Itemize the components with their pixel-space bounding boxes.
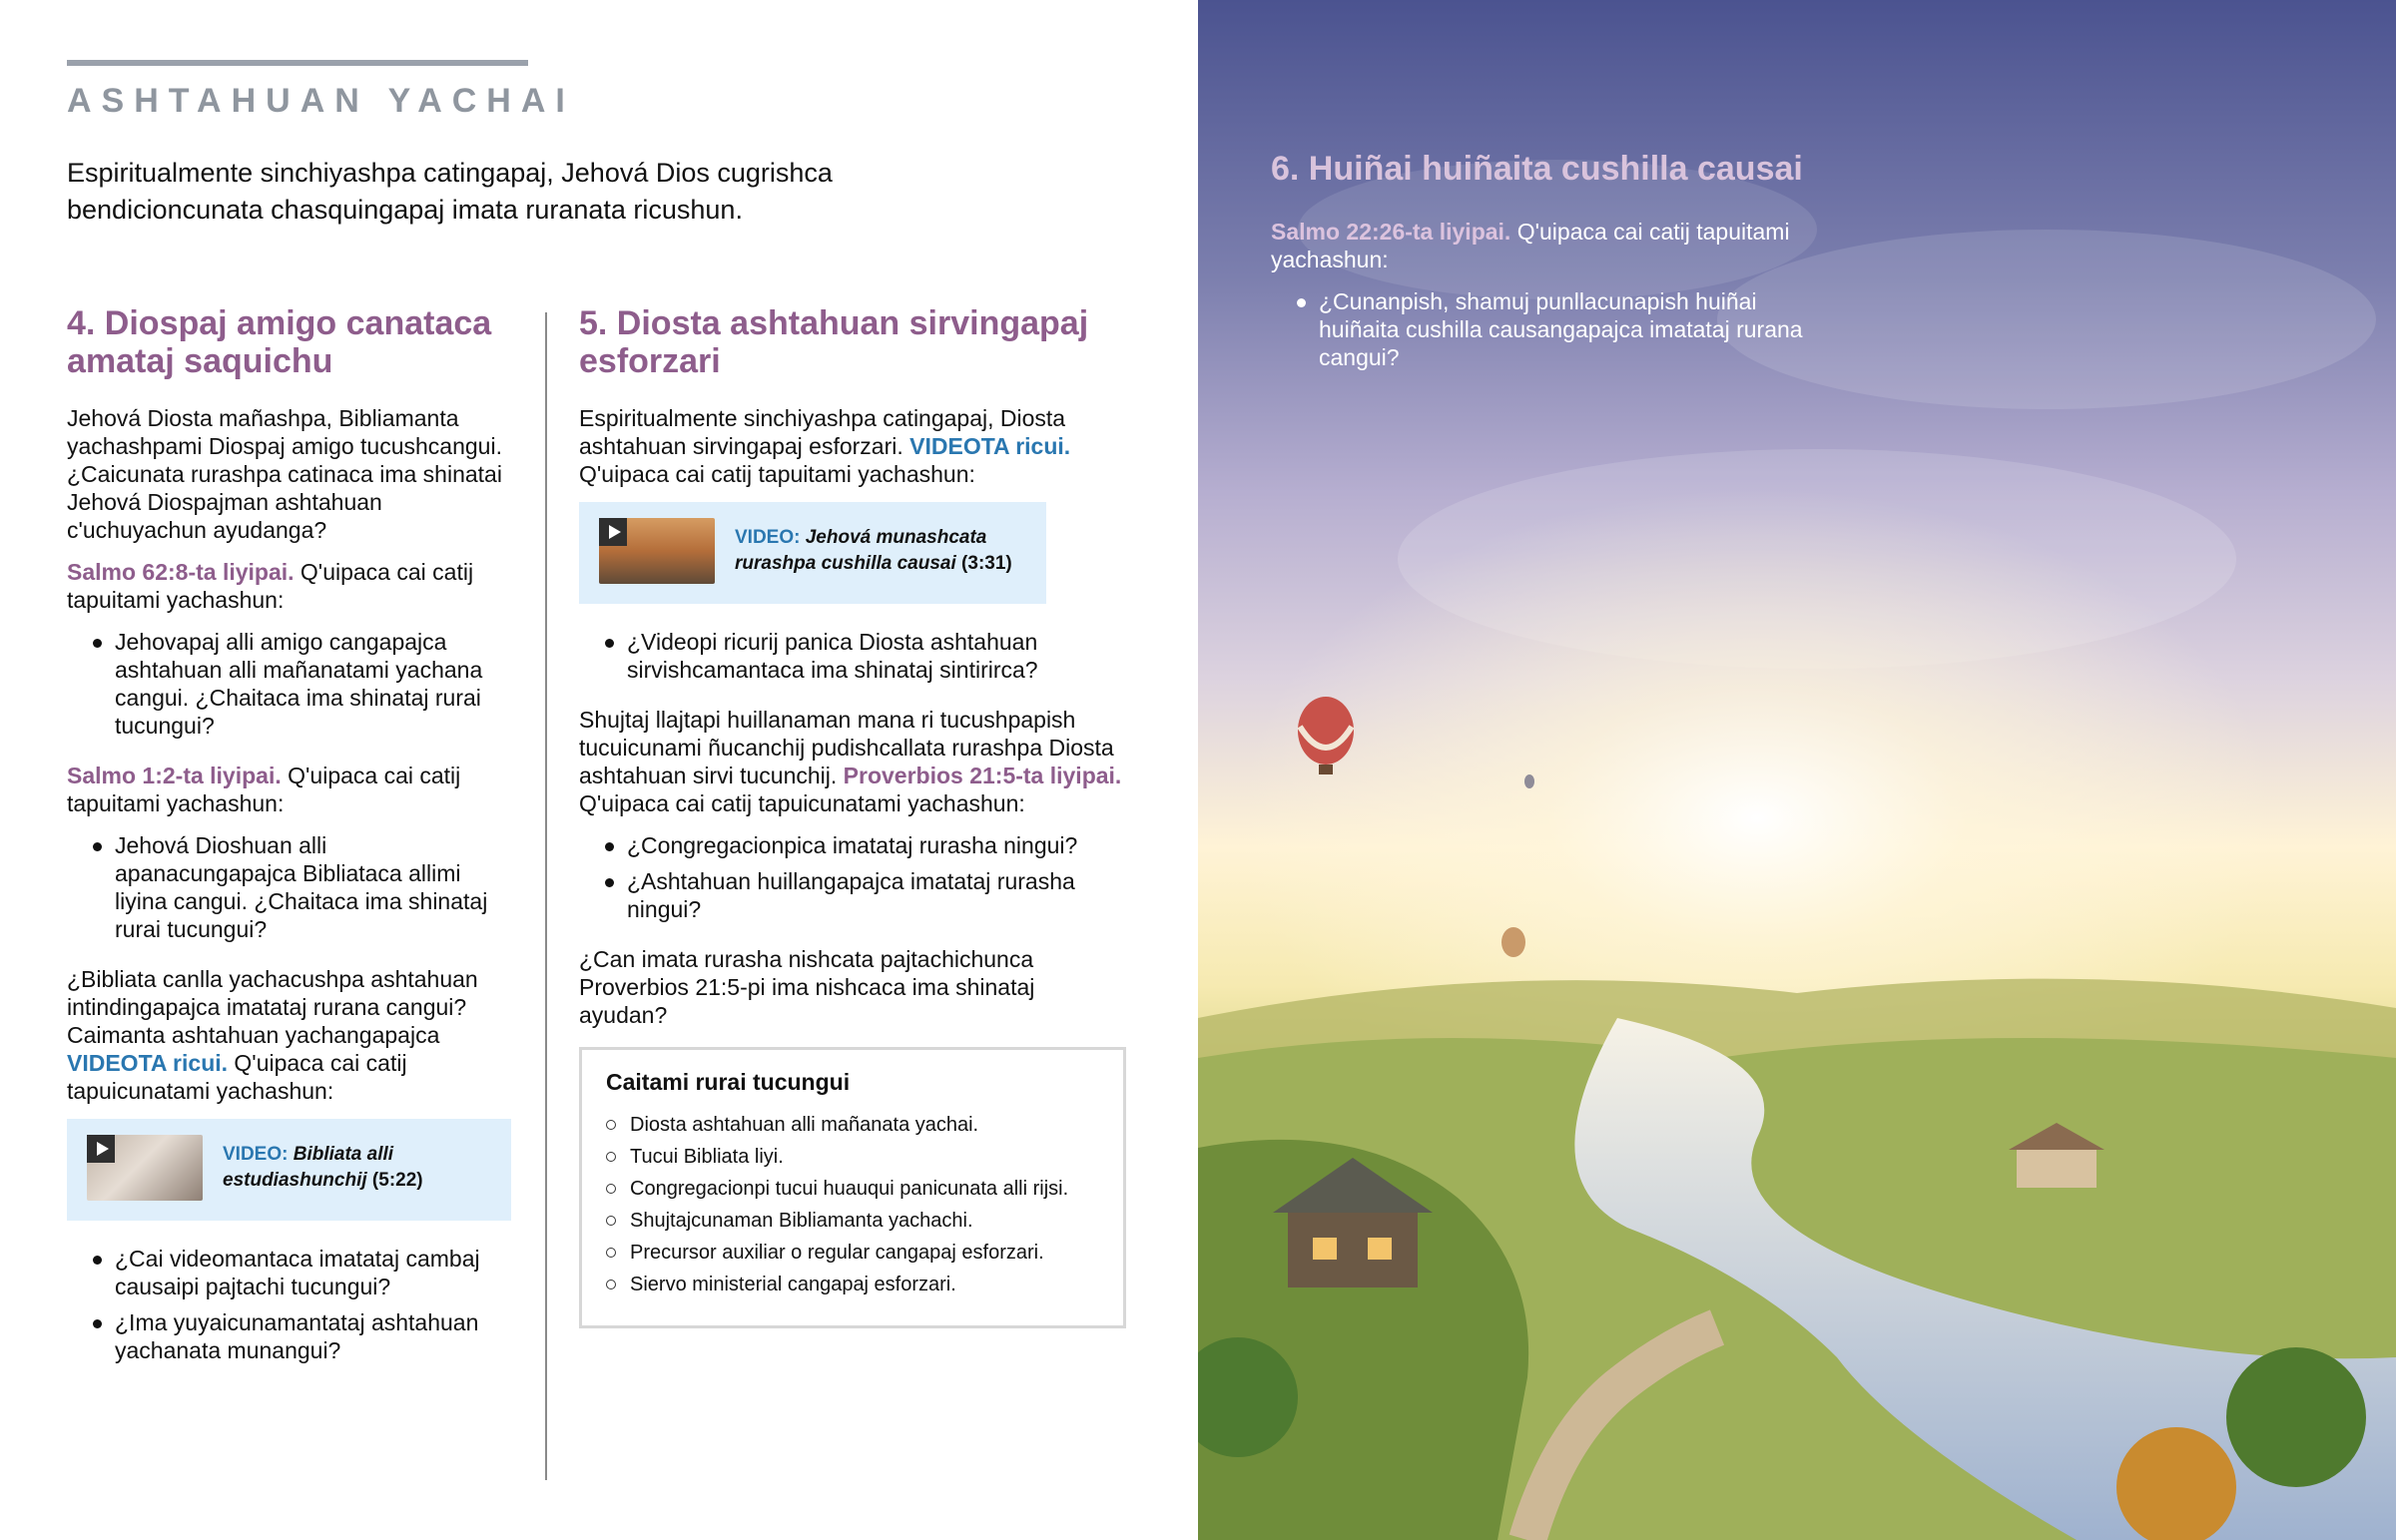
question-item: Jehová Dioshuan alli apanacungapajca Bibliataca allimi liyina cangui. ¿Chaitaca ima shinataj rurai tucungui? [67,831,511,943]
prompt-text: Q'uipaca cai catij tapuitami yachashun: [67,763,461,816]
question-list [1271,287,1830,371]
scripture-prompt [67,558,511,614]
video-prompt [579,404,1126,488]
video-link[interactable]: VIDEOTA ricui. [67,1050,229,1076]
section-kicker: ASHTAHUAN YACHAI [67,82,575,120]
question-item: ¿Ima yuyaicunamantataj ashtahuan yachanata munangui? [67,1308,511,1364]
hot-air-balloon [1501,927,1525,957]
prompt-text: Q'uipaca cai catij tapuitami yachashun: [1271,219,1790,272]
section-6-title: 6. Huiñai huiñaita cushilla causai [1271,150,1803,188]
intro-text: Espiritualmente sinchiyashpa catingapaj, Jehová Dios cugrishca bendicioncunata chasquingapaj imata ruranata ricushun. [67,158,833,225]
video-label: VIDEO: [735,527,801,548]
video-duration: (3:31) [961,553,1012,574]
prompt-text: Q'uipaca cai catij tapuicunatami yachashun: [67,1050,407,1104]
video-title: Bibliata alli estudiashunchij [223,1144,394,1191]
goals-list [606,1112,1099,1297]
section-5-paragraph: ¿Can imata rurasha nishcata pajtachichunca Proverbios 21:5-pi ima nishcaca ima shinataj ayudan? [579,946,1035,1028]
balloon-basket [1319,765,1333,774]
video-thumbnail[interactable] [599,518,715,584]
question-item: Jehovapaj alli amigo cangapajca ashtahuan alli mañanatami yachana cangui. ¿Chaitaca ima shinataj rurai tucungui? [67,628,511,740]
video-card[interactable] [67,1119,511,1221]
goal-item: Precursor auxiliar o regular cangapaj esforzari. [606,1240,1099,1266]
prompt-text: Q'uipaca cai catij tapuitami yachashun: [579,461,975,487]
goal-item: Tucui Bibliata liyi. [606,1144,1099,1170]
goal-item: Diosta ashtahuan alli mañanata yachai. [606,1112,1099,1138]
goals-box [579,1047,1126,1328]
question-item: ¿Cai videomantaca imatataj cambaj causaipi pajtachi tucungui? [67,1245,511,1300]
video-link[interactable]: VIDEOTA ricui. [909,433,1071,459]
prompt-text: Espiritualmente sinchiyashpa catingapaj, Diosta ashtahuan sirvingapaj esforzari. [579,405,1066,459]
section-5-title: 5. Diosta ashtahuan sirvingapaj esforzari [579,304,1089,380]
goal-item: Siervo ministerial cangapaj esforzari. [606,1272,1099,1297]
prompt-text: ¿Bibliata canlla yachacushpa ashtahuan intindingapajca imatataj rurana cangui? Caimanta ashtahuan yachangapajca [67,966,478,1048]
paradise-illustration [1198,0,2396,1540]
hot-air-balloon [1524,774,1534,788]
hot-air-balloon [1298,697,1354,765]
video-label: VIDEO: [223,1144,289,1165]
question-item: ¿Videopi ricurij panica Diosta ashtahuan sirvishcamantaca ima shinataj sintirirca? [579,628,1126,684]
question-list [579,831,1126,923]
question-item: ¿Congregacionpica imatataj rurasha ningui? [579,831,1126,859]
question-item: ¿Cunanpish, shamuj punllacunapish huiñai huiñaita cushilla causangapajca imatataj rurana cangui? [1271,287,1830,371]
video-prompt [67,965,511,1105]
column-section-4 [67,304,511,1386]
cottage-window [1313,1238,1337,1260]
question-item: ¿Ashtahuan huillangapajca imatataj rurasha ningui? [579,867,1126,923]
section-4-title: 4. Diospaj amigo canataca amataj saquichu [67,304,492,380]
play-icon[interactable] [599,518,627,546]
column-section-5 [579,304,1126,1328]
prompt-text: Shujtaj llajtapi huillanaman mana ri tucushpapish tucuicunami ñucanchij pudishcallata rurashpa Diosta ashtahuan sirvi tucunchij. [579,707,1114,788]
video-duration: (5:22) [371,1170,423,1191]
header-rule [67,60,528,66]
video-title: Jehová munashcata rurashpa cushilla causai [735,527,987,574]
video-card[interactable] [579,502,1046,604]
question-list [579,628,1126,684]
goals-box-title: Caitami rurai tucungui [606,1069,851,1095]
cottage [1288,1208,1418,1287]
goal-item: Shujtajcunaman Bibliamanta yachachi. [606,1208,1099,1234]
goal-item: Congregacionpi tucui huauqui panicunata alli rijsi. [606,1176,1099,1202]
tree [2226,1347,2366,1487]
scripture-prompt [1271,218,1830,273]
scripture-reference[interactable]: Salmo 1:2-ta liyipai. [67,763,282,788]
video-thumbnail[interactable] [87,1135,203,1201]
prompt-text: Q'uipaca cai catij tapuicunatami yachashun: [579,790,1025,816]
scripture-prompt [579,706,1126,817]
video-caption [223,1142,491,1194]
scripture-reference[interactable]: Salmo 62:8-ta liyipai. [67,559,295,585]
cottage-window [1368,1238,1392,1260]
video-caption [735,525,1026,577]
section-4-paragraph: Jehová Diosta mañashpa, Bibliamanta yachashpami Diospaj amigo tucushcangui. ¿Caicunata rurashpa catinaca ima shinatai Jehová Diospajman ashtahuan c'uchuyachun ayudanga? [67,405,502,543]
prompt-text: Q'uipaca cai catij tapuitami yachashun: [67,559,474,613]
question-list [67,831,511,943]
question-list [67,1245,511,1364]
scripture-reference[interactable]: Proverbios 21:5-ta liyipai. [843,763,1122,788]
scripture-reference[interactable]: Salmo 22:26-ta liyipai. [1271,219,1511,245]
question-list [67,628,511,740]
scripture-prompt [67,762,511,817]
column-divider [545,312,547,1480]
distant-house [2017,1148,2096,1188]
play-icon[interactable] [87,1135,115,1163]
